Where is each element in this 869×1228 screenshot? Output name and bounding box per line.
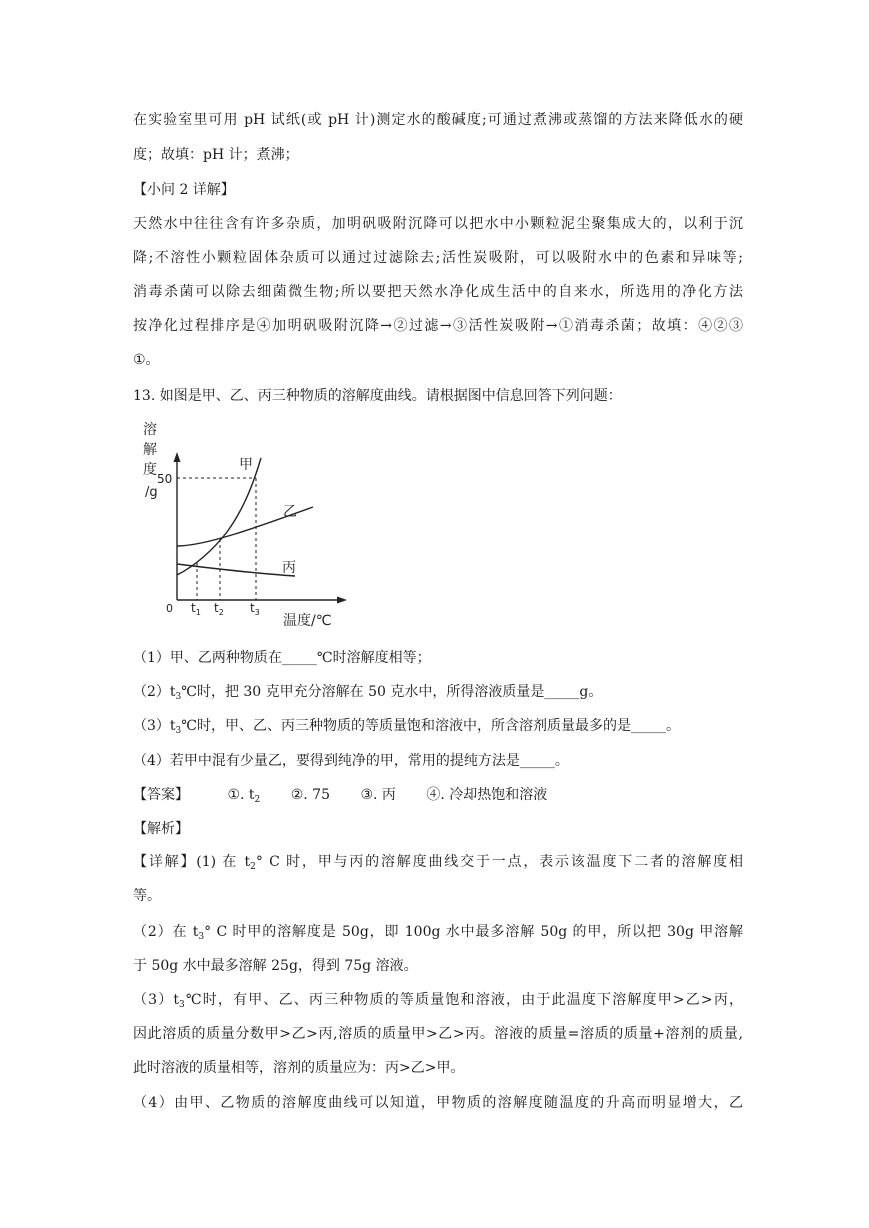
paragraph-line: 度；故填：pH 计；煮沸； <box>133 147 299 163</box>
paragraph-line: 在实验室里可用 pH 试纸(或 pH 计)测定水的酸碱度;可通过煮沸或蒸馏的方法来降低水的硬 <box>133 112 743 128</box>
answer-item: ④. 冷却热饱和溶液 <box>426 787 548 803</box>
analysis-line: （4）由甲、乙物质的溶解度曲线可以知道，甲物质的溶解度随温度的升高而明显增大，乙 <box>133 1095 743 1111</box>
analysis-line: 因此溶质的质量分数甲>乙>丙,溶质的质量甲>乙>丙。溶液的质量=溶质的质量+溶剂的质量, <box>133 1026 743 1042</box>
analysis-line: （2）在 $t_3^\circ$ C 时甲的溶解度是 50g，即 100g 水中最多溶解 50g 的甲，所以把 30g 甲溶解 <box>133 924 744 942</box>
y-axis-arrow <box>174 452 181 462</box>
paragraph-line: 消毒杀菌可以除去细菌微生物;所以要把天然水净化成生活中的自来水，所选用的净化方法 <box>133 284 743 300</box>
analysis-line: $(3)t_3℃$时，有甲、乙、丙三种物质的等质量饱和溶液，由于此温度下溶解度甲>乙>丙， <box>133 992 743 1010</box>
ylabel-unit: /g <box>145 485 158 500</box>
ylabel-char: 溶 <box>143 422 157 438</box>
curve-label-yi: 乙 <box>283 504 297 520</box>
x-axis-arrow <box>337 597 347 604</box>
y-tick-label: 50 <box>157 472 173 486</box>
ylabel-char: 解 <box>143 442 157 458</box>
question-stem: 13. 如图是甲、乙、丙三种物质的溶解度曲线。请根据图中信息回答下列问题： <box>133 388 622 404</box>
section-heading: 【小问 2 详解】 <box>133 182 235 198</box>
paragraph-line: 天然水中往往含有许多杂质，加明矾吸附沉降可以把水中小颗粒泥尘聚集成大的，以利于沉 <box>133 216 743 232</box>
x-tick-label: $t_2$ <box>214 601 224 617</box>
curve-label-bing: 丙 <box>282 560 296 576</box>
paragraph-line: ①。 <box>133 352 160 368</box>
x-axis-label: 温度/℃ <box>283 613 332 629</box>
curve-bing <box>177 564 295 576</box>
answer-item: ①. $t_2$ <box>227 787 261 805</box>
question-1: （1）甲、乙两种物质在_____℃时溶解度相等； <box>133 650 431 666</box>
x-tick-label: $t_3$ <box>250 601 260 617</box>
answer-item: ②. 75 <box>290 787 330 803</box>
analysis-line: 于 50g 水中最多溶解 25g，得到 75g 溶液。 <box>133 958 418 974</box>
answer-item: ③. 丙 <box>360 787 396 803</box>
question-2: $(2)t_3℃$时，把 30 克甲充分溶解在 50 克水中，所得溶液质量是_____g。 <box>133 684 603 702</box>
x-tick-label: $t_1$ <box>191 601 201 617</box>
question-3: $(3)t_3℃$时，甲、乙、丙三种物质的等质量饱和溶液中，所含溶剂质量最多的是_____。 <box>133 718 680 736</box>
ylabel-char: 度 <box>143 462 157 478</box>
solubility-curve-figure <box>135 420 350 630</box>
origin-label: 0 <box>166 602 173 615</box>
analysis-line: 此时溶液的质量相等，溶剂的质量应为：丙>乙>甲。 <box>133 1060 465 1076</box>
answer-label: 【答案】 <box>133 787 189 803</box>
question-4: （4）若甲中混有少量乙，要得到纯净的甲，常用的提纯方法是_____。 <box>133 753 569 769</box>
analysis-line: 【详解】(1) 在 $t_2^\circ$ C 时，甲与丙的溶解度曲线交于一点，表示该温度下二者的溶解度相 <box>133 854 743 872</box>
curve-jia <box>177 458 261 575</box>
answer-line <box>133 785 743 810</box>
analysis-line: 等。 <box>133 888 161 904</box>
paragraph-line: 降;不溶性小颗粒固体杂质可以通过过滤除去;活性炭吸附，可以吸附水中的色素和异味等; <box>133 250 743 266</box>
paragraph-line: 按净化过程排序是④加明矾吸附沉降→②过滤→③活性炭吸附→①消毒杀菌；故填：④②③ <box>133 318 743 334</box>
analysis-label: 【解析】 <box>133 821 189 837</box>
curve-label-jia: 甲 <box>239 457 253 473</box>
